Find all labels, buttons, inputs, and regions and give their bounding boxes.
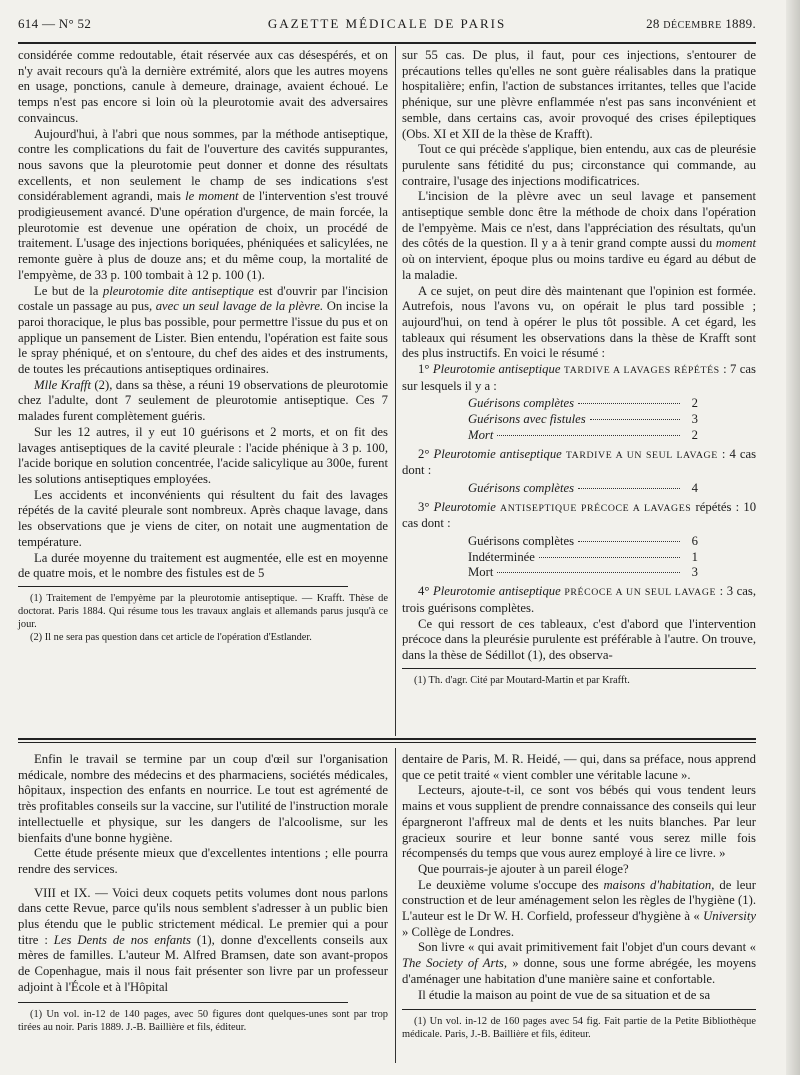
paragraph: Enfin le travail se termine par un coup d'œil sur l'organisation médicale, nombre des médecins et des pharmaciens, sociétés médicales, hôpitaux, inspection des enfants en nourrice. Le tout est agrémenté de très profitables conseils sur la vaccine, sur l'utilité de l'instruction morale intellectuelle et physique, sur les dangers de l'alcoolisme, sur les bienfaits d'une bonne hygiène.: [18, 752, 388, 845]
footnotes: [18, 1008, 388, 1034]
footnotes: [18, 592, 388, 644]
column-divider: [395, 46, 396, 736]
results-table-2: [468, 481, 698, 497]
footnote: (2) Il ne sera pas question dans cet article de l'opération d'Estlander.: [30, 631, 312, 643]
results-table-3: [468, 534, 698, 581]
section-rule: [18, 738, 756, 740]
column-3: [18, 752, 388, 1034]
column-4: [402, 752, 756, 1041]
footnote: (1) Th. d'agr. Cité par Moutard-Martin et par Krafft.: [414, 674, 630, 686]
footnote: (1) Un vol. in-12 de 160 pages avec 54 fig. Fait partie de la Petite Bibliothèque médicale. Paris, J.-B. Baillière et fils, éditeur.: [402, 1016, 756, 1041]
paragraph: Il étudie la maison au point de vue de sa situation et de sa: [418, 987, 711, 1002]
page-number: 614 — N° 52: [18, 16, 92, 31]
table-row: Mort 3: [468, 565, 698, 580]
footnote: (1) Un vol. in-12 de 140 pages, avec 50 figures dont quelques-unes sont par trop tirées au noir. Paris 1889. J.-B. Baillière et fils, éditeur.: [18, 1008, 388, 1033]
table-row: Mort 2: [468, 427, 698, 442]
table-row: Guérisons complètes 6: [468, 534, 698, 549]
paragraph: Lecteurs, ajoute-t-il, ce sont vos bébés qui vous tendent leurs mains et vous supplient de prendre connaissance des conseils qui leur épargneront l'affreux mal de dents et les nuits blanches. Par leur gracieux sourire et leur bonne santé vous serez mille fois récompensés du temps que vous aurez employé à lire ce livre. »: [402, 783, 756, 861]
summary-item-1: 1° Pleurotomie antiseptique TARDIVE A LAVAGES RÉPÉTÉS : 7 cas sur lesquels il y a :: [402, 362, 756, 393]
summary-item-4: 4° Pleurotomie antiseptique PRÉCOCE A UN SEUL LAVAGE : 3 cas, trois guérisons complètes.: [402, 584, 756, 615]
footnote-rule: [18, 1002, 348, 1003]
paragraph: L'incision de la plèvre avec un seul lavage et pansement antiseptique semble donc être la méthode de choix dans l'opération de l'empyème. Mais ce n'est, dans l'appréciation des résultats, qu'un des côtés de la question. Il y a à tenir grand compte aussi du moment où on intervient, époque plus ou moins tardive eu égard au début de la maladie.: [402, 189, 756, 282]
paragraph: Tout ce qui précède s'applique, bien entendu, aux cas de pleurésie purulente sans fétidité du pus; circonstance qui commande, au contraire, l'usage des injections modificatrices.: [402, 142, 756, 188]
paragraph: Cette étude présente mieux que d'excellentes intentions ; elle pourra rendre des services.: [18, 846, 388, 876]
results-table-1: [468, 396, 698, 443]
journal-title: GAZETTE MÉDICALE DE PARIS: [267, 16, 507, 31]
column-2: [402, 48, 756, 687]
footnote-rule: [402, 668, 756, 669]
paragraph: dentaire de Paris, M. R. Heidé, — qui, dans sa préface, nous apprend que ce petit traité « vient combler une véritable lacune ».: [402, 752, 756, 782]
paragraph: Sur les 12 autres, il y eut 10 guérisons et 2 morts, et on fit des lavages antiseptiques de la cavité pleurale : l'acide phénique à 3 p. 100, l'acide borique en solution concentrée, l'acide salicylique au 300e, furent les solutions antiseptiques employées.: [18, 424, 388, 486]
table-row: Indéterminée 1: [468, 549, 698, 564]
table-row: Guérisons avec fistules 3: [468, 412, 698, 427]
summary-item-2: 2° Pleurotomie antiseptique TARDIVE A UN SEUL LAVAGE : 4 cas dont :: [402, 446, 757, 478]
paragraph: Son livre « qui avait primitivement fait l'objet d'un cours devant « The Society of Arts, » donne, sous une forme abrégée, les moyens d'aménager une habitation d'une manière saine et confortable.: [402, 940, 757, 986]
column-1: [18, 48, 388, 644]
paragraph: Aujourd'hui, à l'abri que nous sommes, par la méthode antiseptique, contre les complications du fait de l'ouverture des cavités suppurantes, nous savons que la pleurotomie peut donner et donne des résultats excellents, et non seulement le champ de ses indications s'est considérablement agrandi, mais le moment de l'intervention s'est trouvé prodigieusement avancé. D'une opération d'urgence, de main forcée, la pleurotomie est devenue une opération de choix, un procédé de traitement. L'usage des injections boriquées, phéniquées et salicylées, ne remonte guère à plus de douze ans; et du même coup, la mortalité de l'empyème, de 33 p. 100 tombait à 12 p. 100 (1).: [18, 126, 389, 282]
paragraph: sur 55 cas. De plus, il faut, pour ces injections, s'entourer de précautions telles qu'elles ne sont guère réalisables dans la pratique hospitalière; enfin, l'action de substances irritantes, telles que l'acide phénique, sur une plèvre enflammée n'est pas sans inconvénient et semble, dans certains cas, avoir provoqué des crises épileptiques (Obs. XI et XII de la thèse de Krafft).: [402, 48, 756, 141]
section-rule: [18, 742, 756, 743]
paragraph: Que pourrais-je ajouter à un pareil éloge?: [418, 861, 629, 876]
footnotes: [402, 1015, 756, 1041]
paragraph: Le deuxième volume s'occupe des maisons d'habitation, de leur construction et de leur aménagement selon les règles de l'hygiène (1). L'auteur est le Dr W. H. Corfield, professeur d'hygiène à « University » Collège de Londres.: [402, 877, 756, 939]
paragraph: A ce sujet, on peut dire dès maintenant que l'opinion est formée. Autrefois, nous l'avons vu, on opérait le plus tard possible ; aujourd'hui, on tend à opérer le plus tôt possible. A cet égard, les tableaux qui résument les observations dans la thèse de Krafft sont des plus instructifs. En voici le résumé :: [402, 283, 756, 361]
table-row: Guérisons complètes 2: [468, 396, 698, 411]
footnotes: [402, 674, 756, 687]
footnote: (1) Traitement de l'empyème par la pleurotomie antiseptique. — Krafft. Thèse de doctorat. Paris 1884. Qui résume tous les travaux anglais et allemands parus jusqu'à ce jour.: [18, 592, 388, 630]
footnote-rule: [402, 1009, 756, 1010]
issue-date: 28 DÉCEMBRE 1889.: [646, 16, 756, 31]
summary-item-3: 3° Pleurotomie ANTISEPTIQUE PRÉCOCE A LAVAGES répétés : 10 cas dont :: [402, 499, 757, 531]
paragraph: VIII et IX. — Voici deux coquets petits volumes dont nous parlons dans cette Revue, parce qu'ils nous semblent s'adresser à un public bien plus étendu que le public strictement médical. Le premier qui a pour titre : Les Dents de nos enfants (1), donne d'excellents conseils aux mères de familles. L'auteur M. Alfred Bramsen, date son avant-propos de Copenhague, mais il nous fait présenter son livre par un professeur adjoint à l'École et à l'Hôpital: [18, 885, 389, 994]
paragraph: La durée moyenne du traitement est augmentée, elle est en moyenne de quatre mois, et le nombre des fistules est de 5: [18, 550, 388, 581]
page-header: [18, 12, 756, 34]
table-row: Guérisons complètes 4: [468, 480, 698, 495]
footnote-rule: [18, 586, 348, 587]
paragraph: Les accidents et inconvénients qui résultent du fait des lavages répétés de la cavité pleurale sont nombreux. Après chaque lavage, dans les observations que je viens de citer, on notait une augmentation de température.: [18, 487, 388, 549]
column-divider: [395, 748, 396, 1063]
paragraph: considérée comme redoutable, était réservée aux cas désespérés, et on n'y avait recours qu'à la dernière extrémité, alors que les autres moyens en usage, ponctions, canule à demeure, drainage, avaient échoué. Le temps n'est pas encore si loin où la pleurotomie avait des adversaires convaincus.: [18, 48, 388, 125]
paragraph: Mlle Krafft (2), dans sa thèse, a réuni 19 observations de pleurotomie chez l'adulte, dont 7 seulement de pleurotomie antiseptique. Ces 7 malades furent complètement guéris.: [18, 377, 388, 424]
paragraph: Ce qui ressort de ces tableaux, c'est d'abord que l'intervention précoce dans la pleurésie purulente est préférable à l'autre. On trouve, dans la thèse de Sédillot (1), des observa-: [402, 616, 756, 662]
header-rule: [18, 42, 756, 44]
page-edge-shadow: [786, 0, 800, 1075]
paragraph: Le but de la pleurotomie dite antiseptique est d'ouvrir par l'incision costale un passage au pus, avec un seul lavage de la plèvre. On incise la paroi thoracique, le plus bas possible, pour permettre l'issue du pus et on applique un pansement de Lister. Bien entendu, l'opération est faite sous le spray phéniqué, et on s'entoure, du chef des aides et des instruments, de toutes les précautions antiseptiques ordinaires.: [18, 283, 389, 377]
